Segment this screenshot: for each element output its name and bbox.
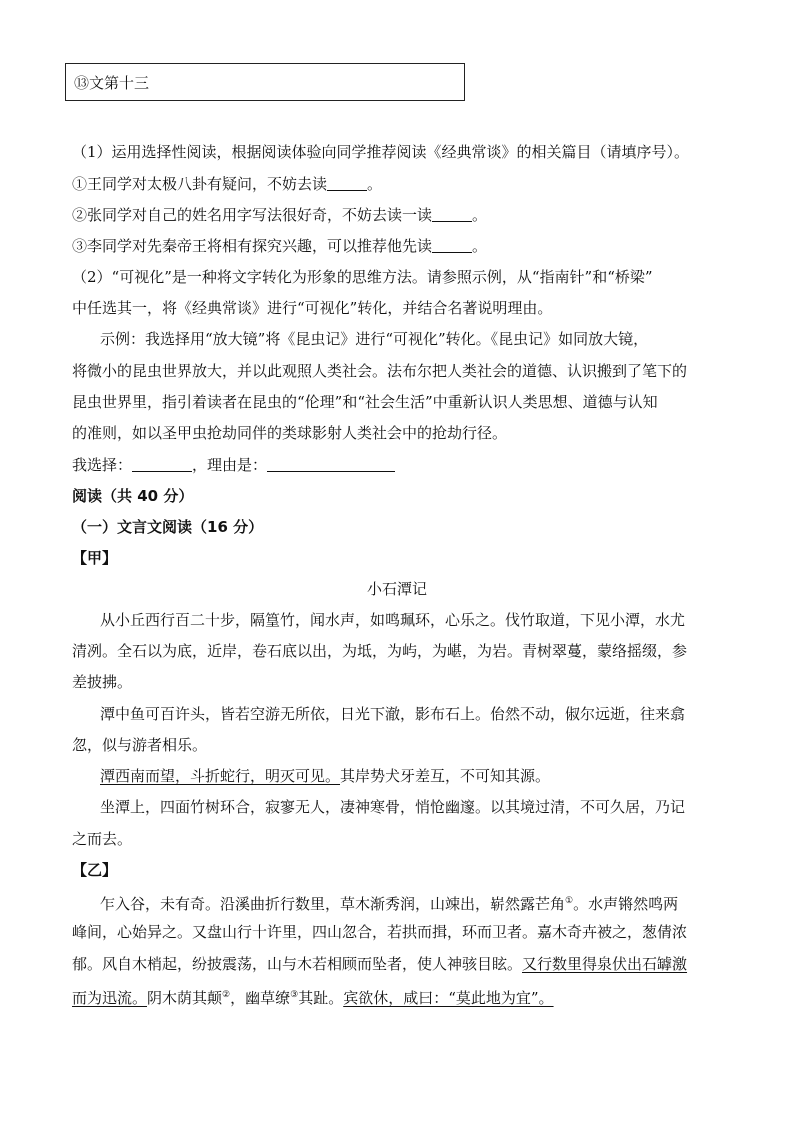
underlined-sentence: 又行数里得泉伏出石罅激	[522, 955, 688, 973]
passage-line: 忽，似与游者相乐。	[72, 736, 208, 754]
passage-line: 乍入谷，未有奇。沿溪曲折行数里，草木渐秀润，山竦出，崭然露芒角①。水声锵然鸣两	[100, 895, 679, 913]
q2-example-line: 的准则，如以圣甲虫抢劫同伴的类球影射人类社会中的抢劫行径。	[72, 424, 508, 442]
passage-line: 而为迅流。阴木荫其颠②，幽草缭③其趾。宾欲休，咸曰：“莫此地为宜”。	[72, 989, 554, 1007]
passage-line: 郁。风自木梢起，纷披震荡，山与木若相顾而坠者，使人神骇目眩。又行数里得泉伏出石罅激	[72, 955, 688, 973]
passage-line-underlined: 潭西南而望，斗折蛇行，明灭可见。其岸势犬牙差互，不可知其源。	[100, 767, 551, 785]
q2-answer-line: 我选择： ，理由是：	[72, 455, 395, 475]
q2-example-line: 将微小的昆虫世界放大，并以此观照人类社会。法布尔把人类社会的道德、认识搬到了笔下的	[72, 362, 688, 380]
answer-blank[interactable]	[327, 176, 367, 191]
passage-line: 从小丘西行百二十步，隔篁竹，闻水声，如鸣珮环，心乐之。伐竹取道，下见小潭，水尤	[100, 611, 686, 629]
passage-line: 差披拂。	[72, 673, 133, 691]
label-yi: 【乙】	[72, 861, 118, 879]
passage-line: 清冽。全石以为底，近岸，卷石底以出，为坻，为屿，为嵁，为岩。青树翠蔓，蒙络摇缀，参	[72, 642, 688, 660]
q2-line-1: （2）“可视化”是一种将文字转化为形象的思维方法。请参照示例，从“指南针”和“桥梁”	[72, 268, 653, 286]
choice-blank[interactable]	[132, 457, 192, 472]
passage-line: 之而去。	[72, 830, 133, 848]
passage-line: 潭中鱼可百许头，皆若空游无所依，日光下澈，影布石上。佁然不动，俶尔远逝，往来翕	[100, 705, 686, 723]
reading-title: 阅读（共 40 分）	[72, 487, 194, 505]
answer-blank[interactable]	[432, 238, 472, 253]
q2-line-2: 中任选其一，将《经典常谈》进行“可视化”转化，并结合名著说明理由。	[72, 299, 553, 317]
underlined-sentence: 宾欲休，咸曰：“莫此地为宜”。	[343, 989, 554, 1007]
q2-example-line: 昆虫世界里，指引着读者在昆虫的“伦理”和“社会生活”中重新认识人类思想、道德与认知	[72, 393, 658, 411]
passage-title: 小石潭记	[366, 580, 427, 598]
q1-prompt: （1）运用选择性阅读，根据阅读体验向同学推荐阅读《经典常谈》的相关篇目（请填序号）。	[72, 143, 690, 161]
footnote-marker: ①	[565, 896, 574, 906]
reason-blank[interactable]	[267, 457, 395, 472]
label-jia: 【甲】	[72, 549, 118, 567]
header-box: ⑬文第十三	[65, 63, 465, 101]
q1-item-1: ①王同学对太极八卦有疑问，不妨去读 。	[72, 175, 383, 193]
footnote-marker: ③	[290, 990, 299, 1000]
section-subtitle: （一）文言文阅读（16 分）	[72, 518, 264, 536]
footnote-marker: ②	[222, 990, 231, 1000]
q1-item-3: ③李同学对先秦帝王将相有探究兴趣，可以推荐他先读 。	[72, 237, 488, 255]
q1-item-2: ②张同学对自己的姓名用字写法很好奇，不妨去读一读 。	[72, 206, 488, 224]
q2-example-line: 示例：我选择用“放大镜”将《昆虫记》进行“可视化”转化。《昆虫记》如同放大镜，	[100, 330, 649, 348]
passage-line: 峰间，心始异之。又盘山行十许里，四山忽合，若拱而揖，环而卫者。嘉木奇卉被之，葱倩浓	[72, 923, 688, 941]
passage-line: 坐潭上，四面竹树环合，寂寥无人，凄神寒骨，悄怆幽邃。以其境过清，不可久居，乃记	[100, 798, 686, 816]
underlined-sentence: 而为迅流。	[72, 989, 148, 1007]
underlined-sentence: 潭西南而望，斗折蛇行，明灭可见。	[100, 767, 341, 785]
answer-blank[interactable]	[432, 207, 472, 222]
